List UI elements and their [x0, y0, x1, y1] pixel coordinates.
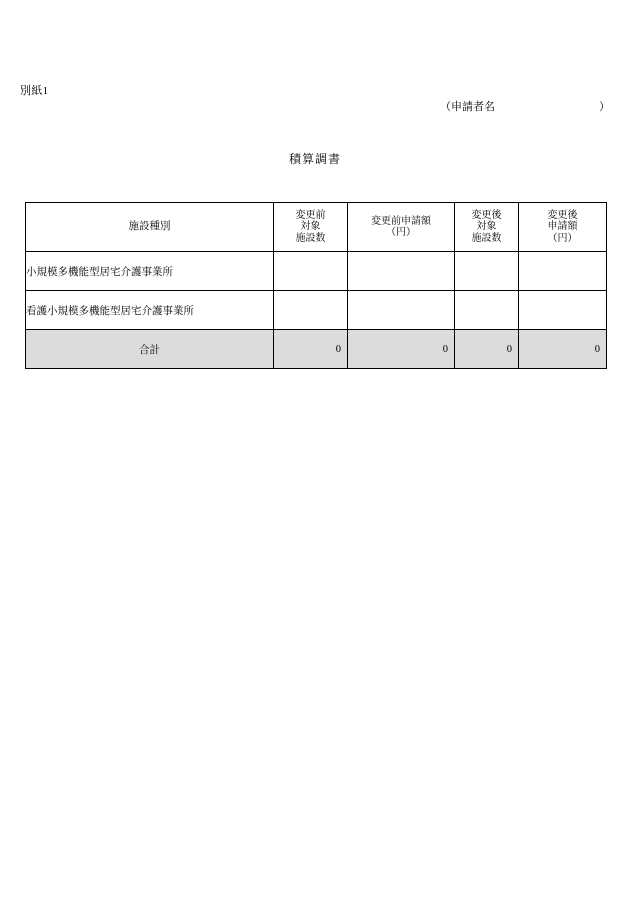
cell-total-label: 合計 — [26, 330, 274, 369]
table-row — [26, 252, 607, 291]
column-header-before-amount: 変更前申請額 （円） — [348, 203, 455, 252]
table-header-row — [26, 203, 607, 252]
table-total-row — [26, 330, 607, 369]
cell-before-amount[interactable] — [348, 291, 455, 330]
cell-after-count[interactable] — [455, 252, 519, 291]
cell-total-after-count: 0 — [455, 330, 519, 369]
cell-after-amount[interactable] — [519, 252, 607, 291]
cell-after-count[interactable] — [455, 291, 519, 330]
document-code: 別紙1 — [20, 85, 49, 97]
applicant-name-field — [440, 98, 610, 114]
cell-before-amount[interactable] — [348, 252, 455, 291]
estimate-table — [25, 202, 607, 369]
cell-before-count[interactable] — [274, 291, 348, 330]
page-title: 積算調書 — [288, 152, 341, 166]
cell-after-amount[interactable] — [519, 291, 607, 330]
cell-total-after-amount: 0 — [519, 330, 607, 369]
cell-before-count[interactable] — [274, 252, 348, 291]
column-header-before-count: 変更前 対象 施設数 — [274, 203, 348, 252]
table-row — [26, 291, 607, 330]
cell-total-before-count: 0 — [274, 330, 348, 369]
column-header-facility-type: 施設種別 — [26, 203, 274, 252]
applicant-name-close-paren: ） — [599, 101, 610, 113]
column-header-after-count: 変更後 対象 施設数 — [455, 203, 519, 252]
applicant-name-label: （申請者名 — [440, 101, 495, 113]
cell-total-before-amount: 0 — [348, 330, 455, 369]
column-header-after-amount: 変更後 申請額 （円） — [519, 203, 607, 252]
cell-facility-type: 看護小規模多機能型居宅介護事業所 — [26, 291, 274, 330]
cell-facility-type: 小規模多機能型居宅介護事業所 — [26, 252, 274, 291]
